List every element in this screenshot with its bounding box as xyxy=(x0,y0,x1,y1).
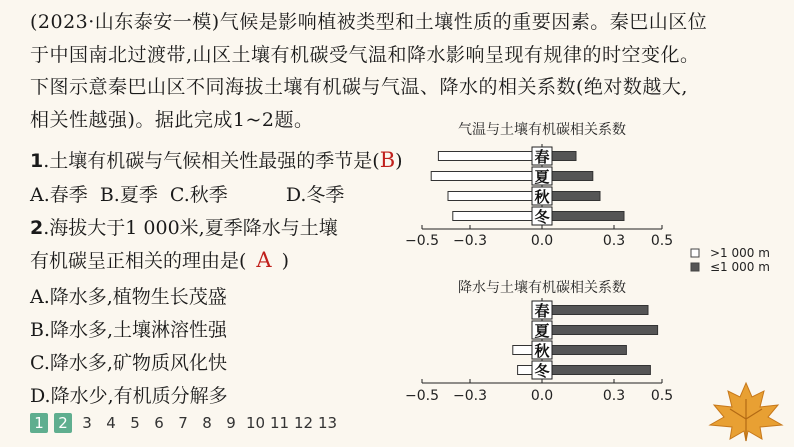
x-tick-label: −0.5 xyxy=(405,388,439,404)
x-tick-label: −0.5 xyxy=(405,233,439,249)
q1-option-c[interactable]: C.秋季 xyxy=(169,184,228,206)
category-label: 春 xyxy=(534,148,550,166)
q2-option-b[interactable]: B.降水多,土壤淋溶性强 xyxy=(30,319,228,341)
x-tick-label: 0.3 xyxy=(602,233,626,249)
precipitation-chart xyxy=(405,279,673,404)
category-label: 夏 xyxy=(534,168,550,186)
x-tick-label: 0.0 xyxy=(530,388,554,404)
bar-above-1000m xyxy=(438,152,532,161)
legend-label-above: >1 000 m xyxy=(710,246,770,260)
category-label: 春 xyxy=(534,302,550,320)
q1-option-b[interactable]: B.夏季 xyxy=(99,184,158,206)
question-2-close: ) xyxy=(281,250,290,272)
x-tick-label: 0.0 xyxy=(530,233,554,249)
category-label: 夏 xyxy=(534,322,550,340)
page-link-6[interactable]: 6 xyxy=(154,414,164,432)
question-1-close: ) xyxy=(395,150,403,172)
intro-line: 相关性越强)。据此完成1~2题。 xyxy=(30,108,314,131)
bar-below-1000m xyxy=(552,306,648,315)
bar-above-1000m xyxy=(453,212,532,221)
bar-below-1000m xyxy=(552,326,658,335)
legend-swatch-above xyxy=(691,249,699,257)
bar-below-1000m xyxy=(552,346,626,355)
page-link-7[interactable]: 7 xyxy=(178,414,188,432)
page-link-3[interactable]: 3 xyxy=(82,414,92,432)
bar-above-1000m xyxy=(431,172,532,181)
x-tick-label: 0.3 xyxy=(602,388,626,404)
bar-below-1000m xyxy=(552,152,576,161)
chart-title: 气温与土壤有机碳相关系数 xyxy=(458,122,626,138)
bar-below-1000m xyxy=(552,172,593,181)
bar-below-1000m xyxy=(552,366,650,375)
question-1-number: 1 xyxy=(30,150,44,172)
page-link-10[interactable]: 10 xyxy=(246,414,266,432)
question-2-line1: .海拔大于1 000米,夏季降水与土壤 xyxy=(43,217,338,239)
q2-option-c[interactable]: C.降水多,矿物质风化快 xyxy=(30,352,227,374)
page-link-4[interactable]: 4 xyxy=(106,414,116,432)
x-tick-label: −0.3 xyxy=(453,388,487,404)
bar-above-1000m xyxy=(448,192,532,201)
page-link-5[interactable]: 5 xyxy=(130,414,140,432)
category-label: 秋 xyxy=(534,188,550,206)
temperature-chart xyxy=(405,121,673,249)
question-2-line2: 有机碳呈正相关的理由是( xyxy=(30,250,247,272)
page-link-2[interactable]: 2 xyxy=(54,413,72,433)
intro-line: (2023·山东泰安一模)气候是影响植被类型和土壤性质的重要因素。秦巴山区位 xyxy=(30,11,708,33)
legend-swatch-below xyxy=(691,263,699,271)
page-link-13[interactable]: 13 xyxy=(318,414,338,432)
x-tick-label: −0.3 xyxy=(453,233,487,249)
q2-option-a[interactable]: A.降水多,植物生长茂盛 xyxy=(30,286,227,308)
chart-legend xyxy=(691,246,770,274)
q2-option-d[interactable]: D.降水少,有机质分解多 xyxy=(30,385,228,407)
maple-leaf-icon xyxy=(706,379,786,443)
q1-option-a[interactable]: A.春季 xyxy=(30,184,88,206)
page-link-12[interactable]: 12 xyxy=(294,414,314,432)
bar-below-1000m xyxy=(552,192,600,201)
question-2-answer: A xyxy=(256,248,272,272)
intro-line: 于中国南北过渡带,山区土壤有机碳受气温和降水影响呈现有规律的时空变化。 xyxy=(30,43,700,66)
x-tick-label: 0.5 xyxy=(650,233,674,249)
category-label: 冬 xyxy=(534,208,550,226)
bar-below-1000m xyxy=(552,212,624,221)
q1-option-d[interactable]: D.冬季 xyxy=(285,184,345,206)
chart-title: 降水与土壤有机碳相关系数 xyxy=(458,280,626,296)
category-label: 冬 xyxy=(534,362,550,380)
page-link-11[interactable]: 11 xyxy=(270,414,290,432)
category-label: 秋 xyxy=(534,342,550,360)
question-2-number: 2 xyxy=(30,217,44,239)
page-link-8[interactable]: 8 xyxy=(202,414,212,432)
page-link-9[interactable]: 9 xyxy=(226,414,236,432)
pagination xyxy=(30,413,336,433)
x-tick-label: 0.5 xyxy=(650,388,674,404)
bar-above-1000m xyxy=(518,366,532,375)
question-1-answer: B xyxy=(379,148,396,172)
question-1-text: .土壤有机碳与气候相关性最强的季节是( xyxy=(43,150,380,172)
bar-above-1000m xyxy=(513,346,532,355)
page-link-1[interactable]: 1 xyxy=(30,413,48,433)
intro-line: 下图示意秦巴山区不同海拔土壤有机碳与气温、降水的相关系数(绝对数越大, xyxy=(30,76,688,98)
legend-label-below: ≤1 000 m xyxy=(710,260,770,274)
